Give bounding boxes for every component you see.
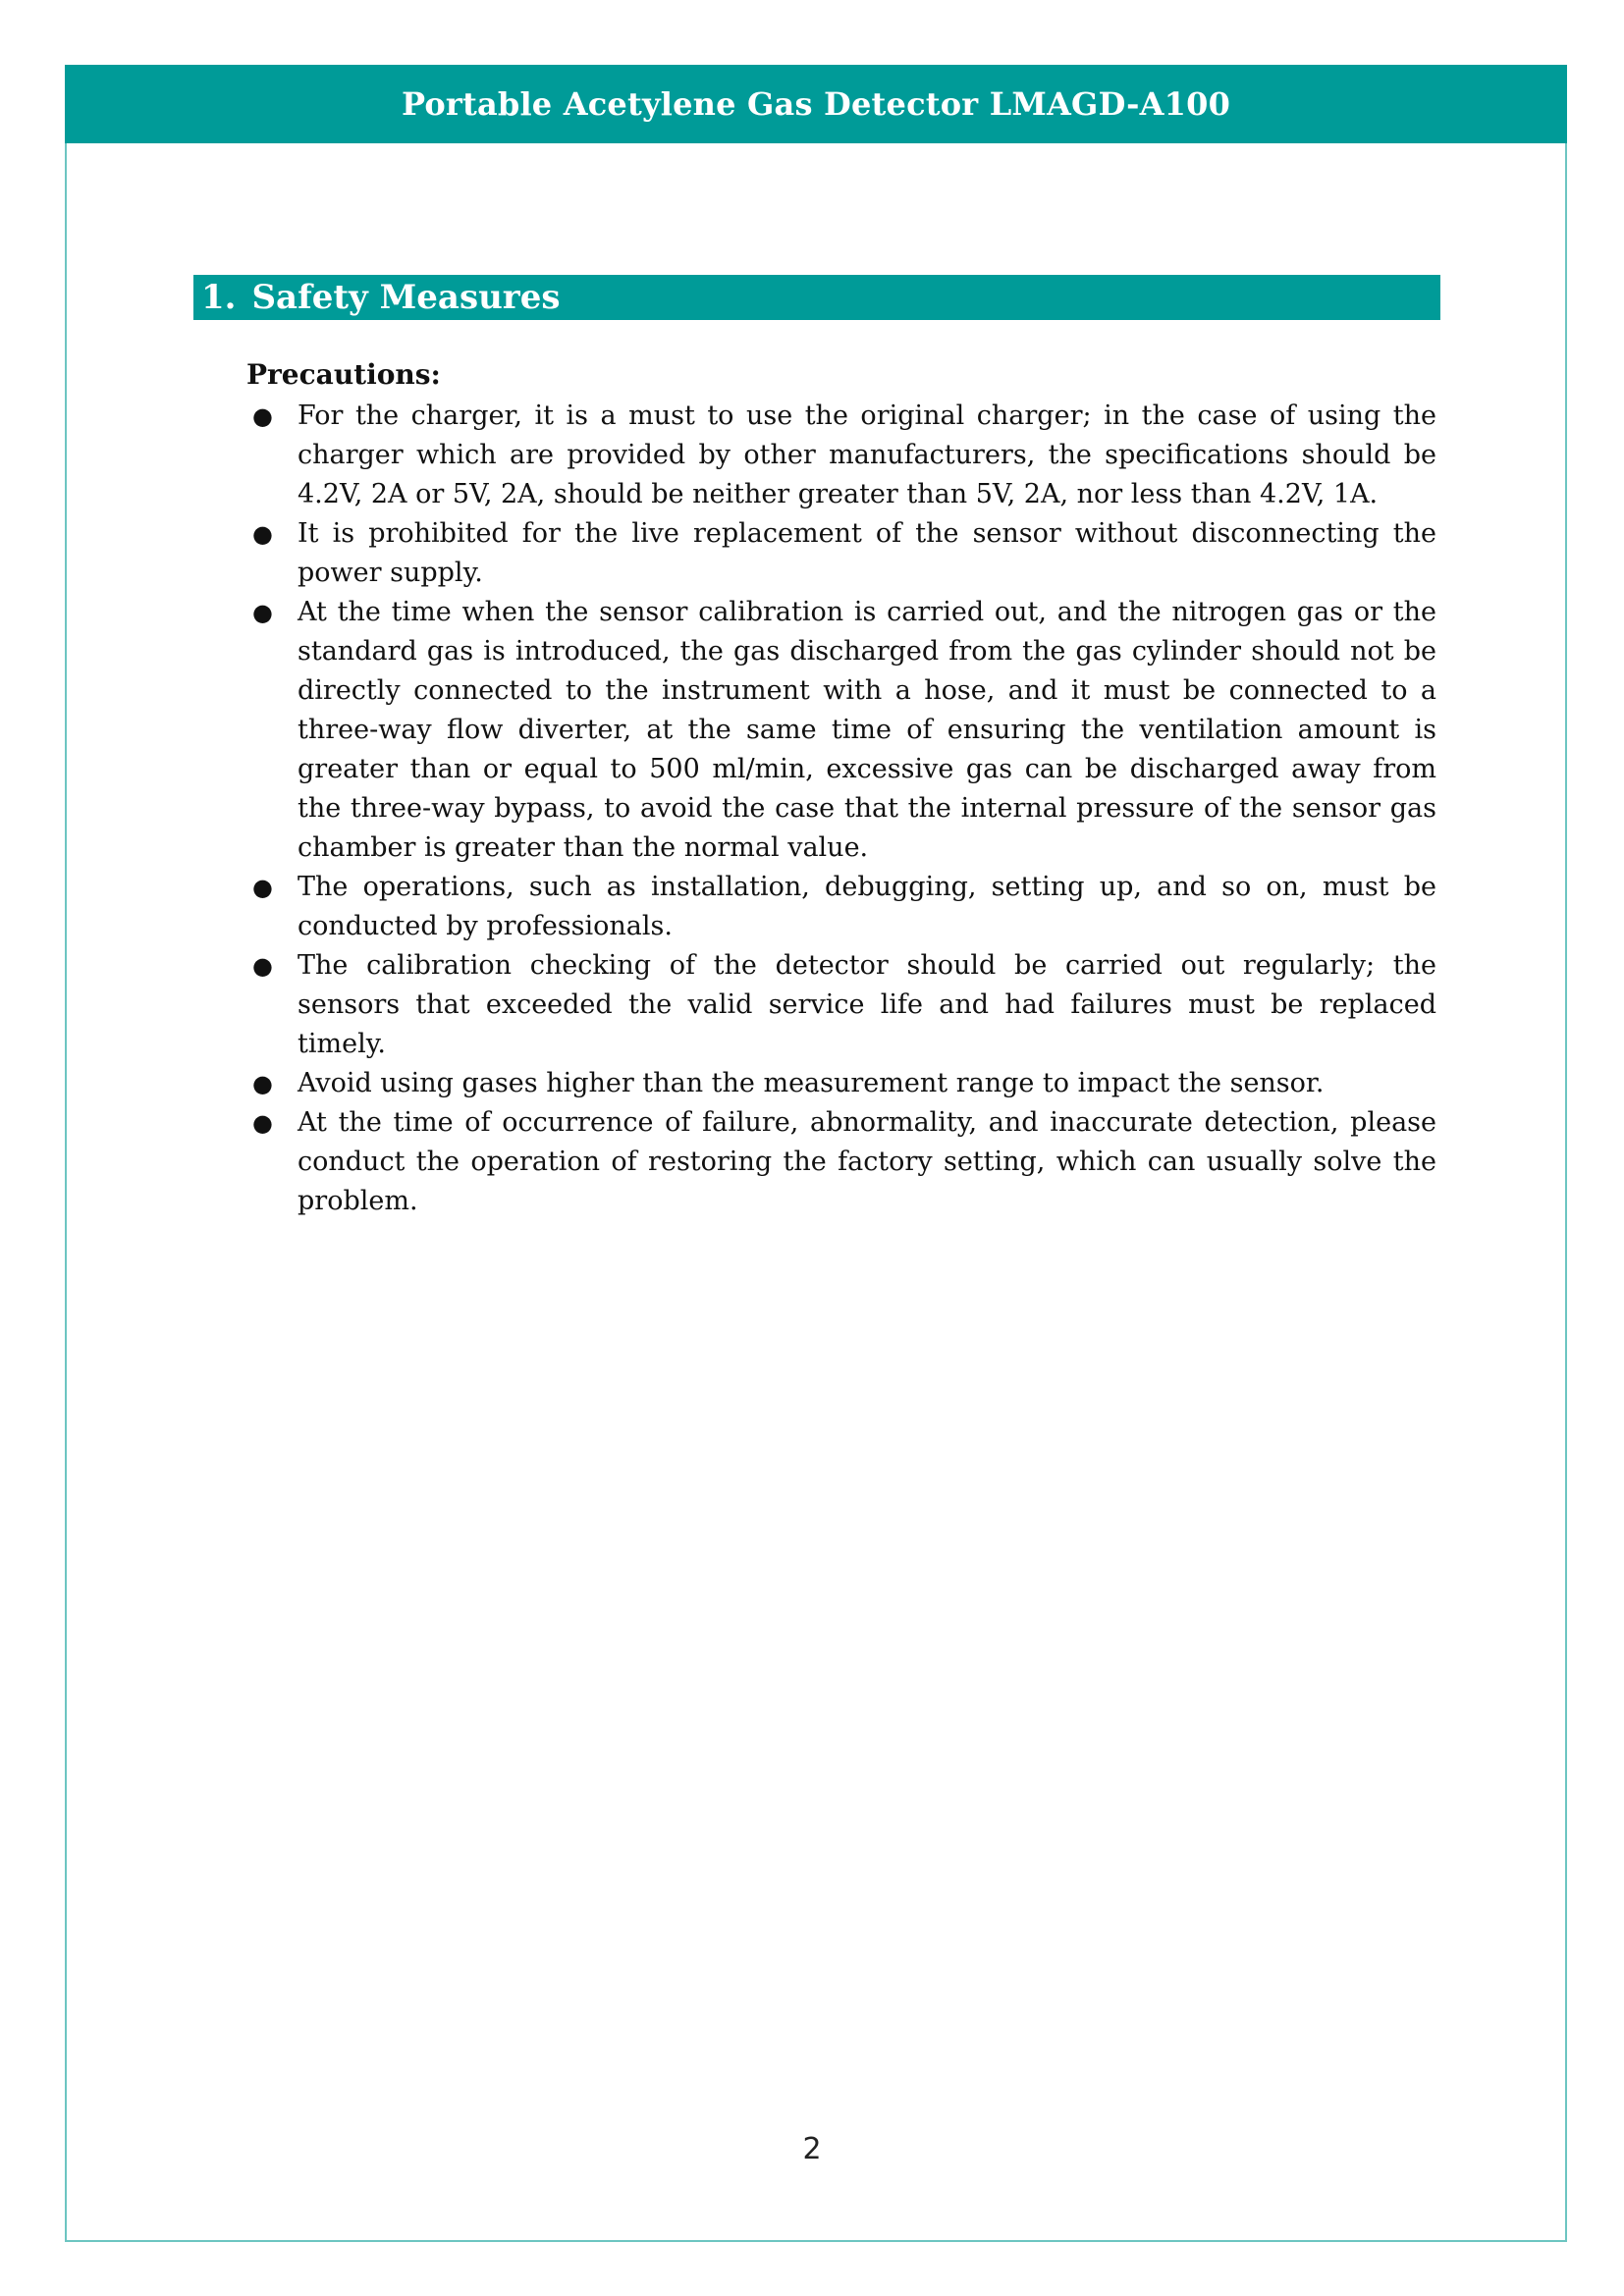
list-item-text: It is prohibited for the live replacement of the sensor without disconnecting the power supply. <box>298 518 1436 588</box>
bullet-icon: ● <box>252 402 273 430</box>
bullet-icon: ● <box>252 599 273 626</box>
precaution-list <box>246 397 1436 1221</box>
list-item <box>246 946 1436 1064</box>
bullet-icon: ● <box>252 1109 273 1137</box>
page-number: 2 <box>802 2132 822 2166</box>
list-item-text: At the time when the sensor calibration is carried out, and the nitrogen gas or the standard gas is introduced, the gas discharged from the gas cylinder should not be directly connected to the instrument with a hose, and it must be connected to a three-way flow diverter, at the same time of ensuring the ventilation amount is greater than or equal to 500 ml/min, excessive gas can be discharged away from the three-way bypass, to avoid the case that the internal pressure of the sensor gas chamber is greater than the normal value. <box>298 597 1436 863</box>
bullet-icon: ● <box>252 952 273 980</box>
precautions-heading: Precautions: <box>246 358 441 391</box>
bullet-icon: ● <box>252 1070 273 1097</box>
bullet-icon: ● <box>252 520 273 548</box>
list-item <box>246 868 1436 946</box>
list-item <box>246 593 1436 868</box>
precautions-section <box>246 355 1436 1221</box>
list-item <box>246 514 1436 593</box>
document-title: Portable Acetylene Gas Detector LMAGD-A100 <box>401 85 1231 123</box>
list-item-text: At the time of occurrence of failure, abnormality, and inaccurate detection, please conduct the operation of restoring the factory setting, which can usually solve the problem. <box>298 1107 1436 1216</box>
section-title: Safety Measures <box>251 278 561 317</box>
section-heading <box>193 275 1440 320</box>
list-item-text: The calibration checking of the detector should be carried out regularly; the sensors that exceeded the valid service life and had failures must be replaced timely. <box>298 950 1436 1059</box>
list-item <box>246 397 1436 514</box>
list-item-text: The operations, such as installation, debugging, setting up, and so on, must be conducted by professionals. <box>298 872 1436 941</box>
document-header <box>65 65 1567 143</box>
section-number: 1. <box>201 278 237 317</box>
list-item-text: For the charger, it is a must to use the original charger; in the case of using the charger which are provided by other manufacturers, the specifications should be 4.2V, 2A or 5V, 2A, should be neither greater than 5V, 2A, nor less than 4.2V, 1A. <box>298 400 1436 509</box>
list-item-text: Avoid using gases higher than the measurement range to impact the sensor. <box>298 1068 1325 1098</box>
list-item <box>246 1103 1436 1221</box>
bullet-icon: ● <box>252 874 273 901</box>
list-item <box>246 1064 1436 1103</box>
